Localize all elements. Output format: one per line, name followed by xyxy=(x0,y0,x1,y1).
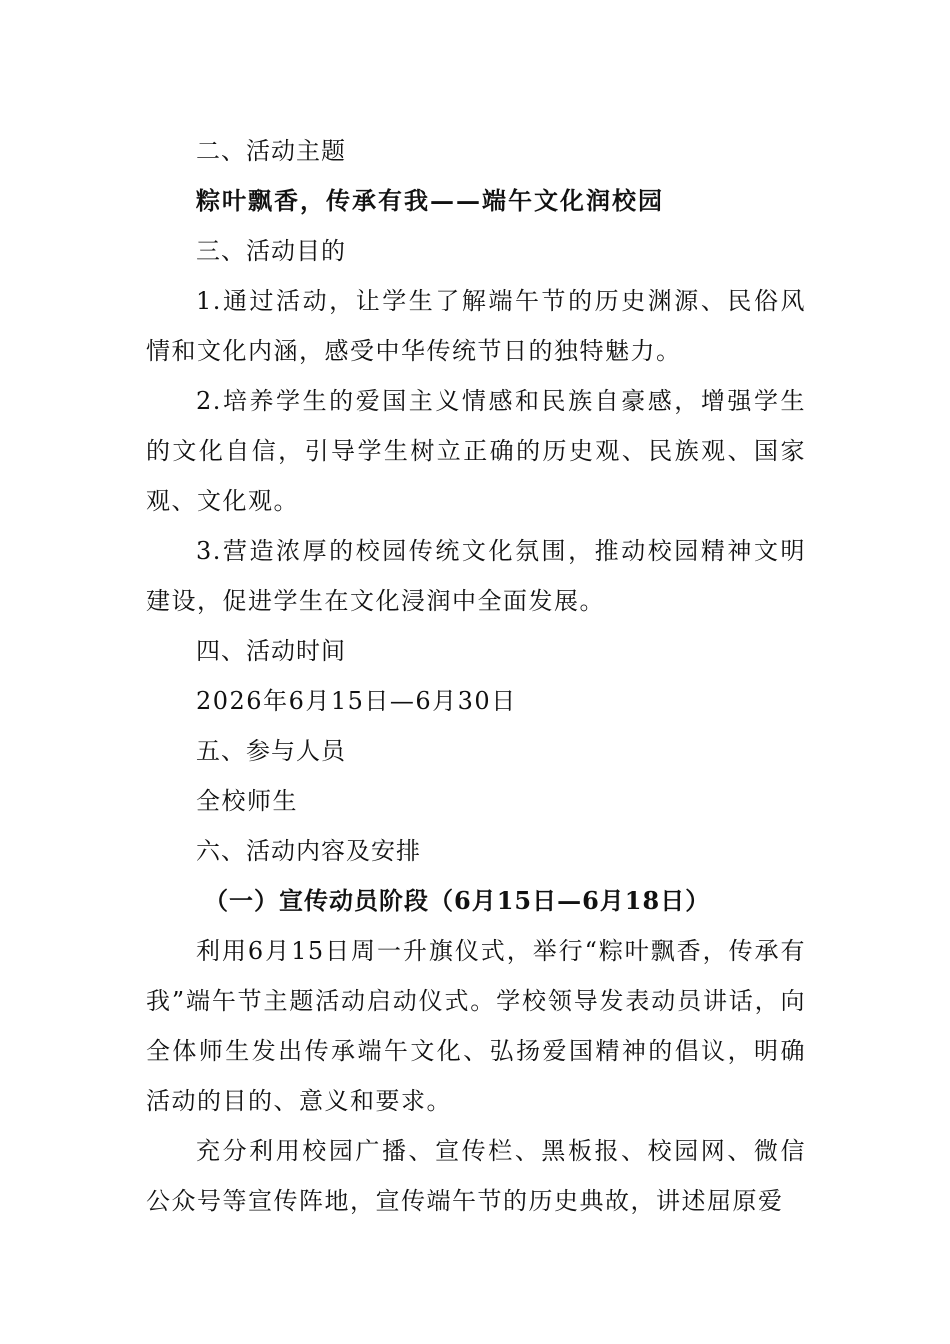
content-paragraph-2: 充分利用校园广播、宣传栏、黑板报、校园网、微信公众号等宣传阵地，宣传端午节的历史典故，讲述屈原爱 xyxy=(146,1137,806,1215)
purpose-paragraph-2: 2.培养学生的爱国主义情感和民族自豪感，增强学生的文化自信，引导学生树立正确的历史观、民族观、国家观、文化观。 xyxy=(146,387,806,515)
section-heading-content: 六、活动内容及安排 xyxy=(196,837,421,865)
section-heading-theme: 二、活动主题 xyxy=(196,137,346,165)
subsection-heading-publicity: （一）宣传动员阶段（6月15日—6月18日） xyxy=(204,886,711,915)
participants-text: 全校师生 xyxy=(196,787,298,815)
activity-theme-title: 粽叶飘香，传承有我——端午文化润校园 xyxy=(196,186,664,215)
section-heading-time: 四、活动时间 xyxy=(196,637,346,665)
section-heading-purpose: 三、活动目的 xyxy=(196,237,346,265)
purpose-paragraph-1: 1.通过活动，让学生了解端午节的历史渊源、民俗风情和文化内涵，感受中华传统节日的独特魅力。 xyxy=(146,287,806,365)
content-paragraph-1: 利用6月15日周一升旗仪式，举行“粽叶飘香，传承有我”端午节主题活动启动仪式。学校领导发表动员讲话，向全体师生发出传承端午文化、弘扬爱国精神的倡议，明确活动的目的、意义和要求。 xyxy=(146,937,806,1115)
document-page xyxy=(146,126,806,1226)
section-heading-participants: 五、参与人员 xyxy=(196,737,346,765)
activity-time-text: 2026年6月15日—6月30日 xyxy=(196,687,517,715)
purpose-paragraph-3: 3.营造浓厚的校园传统文化氛围，推动校园精神文明建设，促进学生在文化浸润中全面发展。 xyxy=(146,537,806,615)
